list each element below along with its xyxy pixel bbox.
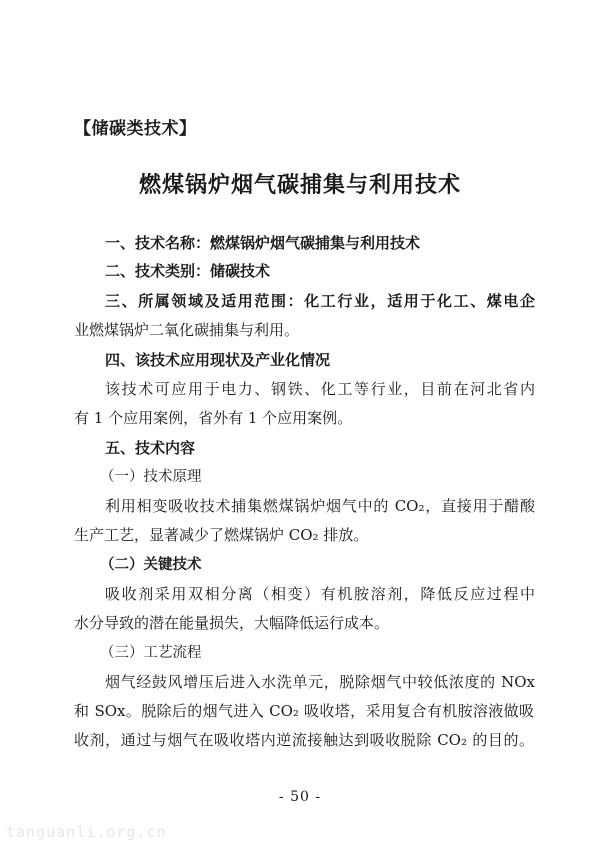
paragraph-line: 有 1 个应用案例，省外有 1 个应用案例。 bbox=[74, 409, 353, 427]
paragraph-line: 烟气经鼓风增压后进入水洗单元，脱除烟气中较低浓度的 NOx bbox=[105, 673, 535, 691]
section-technology-category: 二、技术类别：储碳技术 bbox=[105, 262, 271, 280]
section-technology-content: 五、技术内容 bbox=[105, 439, 196, 457]
page-number: - 50 - bbox=[278, 789, 322, 805]
watermark: tanguanli.org.cn bbox=[6, 823, 167, 841]
subsection-principle: （一）技术原理 bbox=[100, 469, 202, 485]
paragraph-line: 水分导致的潜在能量损失，大幅降低运行成本。 bbox=[74, 614, 390, 632]
section-scope-line-2: 业燃煤锅炉二氧化碳捕集与利用。 bbox=[74, 321, 300, 339]
paragraph-line: 吸收剂采用双相分离（相变）有机胺溶剂，降低反应过程中 bbox=[105, 585, 535, 603]
section-scope-line-1: 三、所属领域及适用范围：化工行业，适用于化工、煤电企 bbox=[105, 292, 535, 310]
paragraph-line: 该技术可应用于电力、钢铁、化工等行业，目前在河北省内 bbox=[105, 380, 535, 398]
document-title: 燃煤锅炉烟气碳捕集与利用技术 bbox=[138, 172, 461, 198]
section-application-status: 四、该技术应用现状及产业化情况 bbox=[105, 351, 331, 369]
paragraph-line: 和 SOx。脱除后的烟气进入 CO₂ 吸收塔，采用复合有机胺溶液做吸 bbox=[74, 702, 534, 720]
section-technology-name: 一、技术名称：燃煤锅炉烟气碳捕集与利用技术 bbox=[105, 234, 421, 252]
paragraph-line: 利用相变吸收技术捕集燃煤锅炉烟气中的 CO₂，直接用于醋酸 bbox=[105, 497, 535, 515]
category-label: 【储碳类技术】 bbox=[74, 119, 197, 139]
subsection-process-flow: （三）工艺流程 bbox=[100, 645, 202, 661]
paragraph-line: 收剂，通过与烟气在吸收塔内逆流接触达到吸收脱除 CO₂ 的目的。 bbox=[74, 731, 534, 749]
subsection-key-technology: （二）关键技术 bbox=[100, 557, 202, 573]
paragraph-line: 生产工艺，显著减少了燃煤锅炉 CO₂ 排放。 bbox=[74, 526, 369, 544]
